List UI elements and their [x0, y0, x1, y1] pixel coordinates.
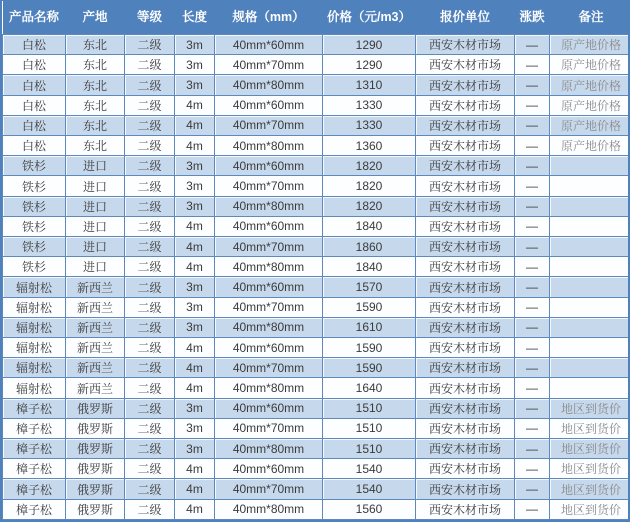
column-header: 规格（mm） — [215, 1, 323, 35]
table-cell: — — [515, 479, 550, 499]
table-cell: 40mm*70mm — [215, 297, 323, 317]
table-cell: 新西兰 — [66, 338, 125, 358]
table-cell: 新西兰 — [66, 317, 125, 337]
table-cell: 二级 — [125, 338, 175, 358]
table-row — [3, 237, 630, 257]
table-cell — [550, 338, 630, 358]
table-cell: 原产地价格 — [550, 95, 630, 115]
table-cell: 地区到货价 — [550, 459, 630, 479]
table-cell: 40mm*70mm — [215, 358, 323, 378]
table-cell: 40mm*70mm — [215, 176, 323, 196]
table-cell: 二级 — [125, 237, 175, 257]
table-cell: 3m — [175, 55, 215, 75]
table-cell: 1640 — [323, 378, 416, 398]
table-cell: 40mm*60mm — [215, 338, 323, 358]
table-cell: 铁杉 — [3, 216, 66, 236]
table-cell: 东北 — [66, 75, 125, 95]
table-cell: 二级 — [125, 216, 175, 236]
table-cell: 樟子松 — [3, 479, 66, 499]
table-cell: 1510 — [323, 439, 416, 459]
table-cell: 1820 — [323, 196, 416, 216]
table-cell: 1510 — [323, 418, 416, 438]
table-cell: 新西兰 — [66, 277, 125, 297]
table-cell: 白松 — [3, 115, 66, 135]
table-row — [3, 136, 630, 156]
table-cell: 铁杉 — [3, 156, 66, 176]
table-cell: 白松 — [3, 136, 66, 156]
table-cell: — — [515, 196, 550, 216]
table-cell: 白松 — [3, 55, 66, 75]
table-cell: 俄罗斯 — [66, 398, 125, 418]
column-header: 产地 — [66, 1, 125, 35]
table-row — [3, 277, 630, 297]
column-header: 备注 — [550, 1, 630, 35]
table-cell: 4m — [175, 459, 215, 479]
table-cell — [550, 237, 630, 257]
table-cell: 1570 — [323, 277, 416, 297]
table-row — [3, 398, 630, 418]
table-cell: — — [515, 459, 550, 479]
table-cell: 40mm*70mm — [215, 237, 323, 257]
table-cell: 1310 — [323, 75, 416, 95]
table-cell: 西安木材市场 — [416, 459, 515, 479]
table-cell: 地区到货价 — [550, 499, 630, 519]
column-header: 价格（元/m3） — [323, 1, 416, 35]
table-cell: 辐射松 — [3, 277, 66, 297]
table-cell: 原产地价格 — [550, 55, 630, 75]
table-cell: — — [515, 55, 550, 75]
table-cell: 新西兰 — [66, 358, 125, 378]
table-cell: 西安木材市场 — [416, 378, 515, 398]
table-cell: — — [515, 439, 550, 459]
table-cell: 辐射松 — [3, 358, 66, 378]
table-cell: 东北 — [66, 35, 125, 55]
table-cell: 二级 — [125, 277, 175, 297]
column-header: 涨跌 — [515, 1, 550, 35]
table-row — [3, 55, 630, 75]
table-cell: — — [515, 378, 550, 398]
table-cell: 3m — [175, 317, 215, 337]
table-cell: 进口 — [66, 196, 125, 216]
table-cell: 东北 — [66, 95, 125, 115]
table-cell: 40mm*80mm — [215, 136, 323, 156]
table-cell: 辐射松 — [3, 378, 66, 398]
table-cell: 进口 — [66, 237, 125, 257]
table-cell: 辐射松 — [3, 338, 66, 358]
table-cell: 3m — [175, 176, 215, 196]
table-cell: 3m — [175, 196, 215, 216]
table-cell: 地区到货价 — [550, 439, 630, 459]
table-cell: 1290 — [323, 35, 416, 55]
table-cell: 西安木材市场 — [416, 95, 515, 115]
table-cell: 原产地价格 — [550, 115, 630, 135]
table-cell: 西安木材市场 — [416, 35, 515, 55]
table-cell: 铁杉 — [3, 196, 66, 216]
table-cell: 1290 — [323, 55, 416, 75]
table-cell: 铁杉 — [3, 257, 66, 277]
column-header: 长度 — [175, 1, 215, 35]
table-row — [3, 338, 630, 358]
table-cell: 40mm*60mm — [215, 398, 323, 418]
table-cell: 1820 — [323, 156, 416, 176]
table-cell: 新西兰 — [66, 297, 125, 317]
table-cell — [550, 176, 630, 196]
table-cell: 西安木材市场 — [416, 398, 515, 418]
table-cell: 西安木材市场 — [416, 297, 515, 317]
table-cell: 俄罗斯 — [66, 439, 125, 459]
table-cell: 40mm*80mm — [215, 439, 323, 459]
table-cell: 4m — [175, 499, 215, 519]
table-cell: 40mm*60mm — [215, 216, 323, 236]
table-cell: 白松 — [3, 75, 66, 95]
table-cell: 二级 — [125, 459, 175, 479]
table-cell: 西安木材市场 — [416, 418, 515, 438]
table-cell — [550, 257, 630, 277]
table-cell: 40mm*70mm — [215, 55, 323, 75]
table-cell: — — [515, 297, 550, 317]
table-cell: 3m — [175, 439, 215, 459]
table-cell: 4m — [175, 216, 215, 236]
table-cell: 4m — [175, 237, 215, 257]
table-cell: 西安木材市场 — [416, 75, 515, 95]
table-body — [3, 35, 630, 520]
table-row — [3, 216, 630, 236]
table-cell: 二级 — [125, 297, 175, 317]
table-cell: 西安木材市场 — [416, 257, 515, 277]
table-cell: 40mm*60mm — [215, 35, 323, 55]
table-cell — [550, 297, 630, 317]
table-cell — [550, 196, 630, 216]
table-cell: — — [515, 136, 550, 156]
price-table — [2, 1, 630, 520]
table-cell: 3m — [175, 297, 215, 317]
table-cell: 西安木材市场 — [416, 156, 515, 176]
table-cell: 地区到货价 — [550, 398, 630, 418]
table-cell: 二级 — [125, 398, 175, 418]
table-cell: — — [515, 156, 550, 176]
table-cell: — — [515, 95, 550, 115]
table-row — [3, 115, 630, 135]
table-cell: 二级 — [125, 418, 175, 438]
table-cell — [550, 358, 630, 378]
table-row — [3, 459, 630, 479]
table-cell — [550, 216, 630, 236]
table-cell: — — [515, 75, 550, 95]
table-cell: 白松 — [3, 95, 66, 115]
table-row — [3, 378, 630, 398]
table-cell: — — [515, 338, 550, 358]
table-cell: 1820 — [323, 176, 416, 196]
table-cell: 1330 — [323, 95, 416, 115]
table-cell: 西安木材市场 — [416, 55, 515, 75]
table-cell: 3m — [175, 35, 215, 55]
table-row — [3, 75, 630, 95]
table-cell: 40mm*70mm — [215, 418, 323, 438]
table-cell: 1590 — [323, 338, 416, 358]
table-cell: — — [515, 237, 550, 257]
table-cell: 俄罗斯 — [66, 479, 125, 499]
header-row — [3, 1, 630, 35]
table-cell: 西安木材市场 — [416, 196, 515, 216]
table-cell: — — [515, 176, 550, 196]
table-cell: 西安木材市场 — [416, 338, 515, 358]
table-cell: 4m — [175, 338, 215, 358]
table-row — [3, 479, 630, 499]
table-row — [3, 317, 630, 337]
table-cell: 二级 — [125, 75, 175, 95]
table-cell: 3m — [175, 418, 215, 438]
table-cell: 俄罗斯 — [66, 459, 125, 479]
table-cell: — — [515, 499, 550, 519]
table-cell: 二级 — [125, 196, 175, 216]
table-row — [3, 439, 630, 459]
table-cell: 3m — [175, 75, 215, 95]
table-cell: 地区到货价 — [550, 479, 630, 499]
table-cell: 地区到货价 — [550, 418, 630, 438]
table-cell: 3m — [175, 277, 215, 297]
table-cell: 二级 — [125, 55, 175, 75]
table-cell: 西安木材市场 — [416, 277, 515, 297]
table-cell: 进口 — [66, 216, 125, 236]
table-cell: 40mm*80mm — [215, 317, 323, 337]
table-cell: 樟子松 — [3, 398, 66, 418]
table-cell: 1540 — [323, 459, 416, 479]
table-cell: — — [515, 277, 550, 297]
table-cell: 40mm*80mm — [215, 499, 323, 519]
table-cell: 西安木材市场 — [416, 479, 515, 499]
table-cell: 4m — [175, 136, 215, 156]
table-cell: 二级 — [125, 115, 175, 135]
table-cell: 1840 — [323, 257, 416, 277]
table-cell: 东北 — [66, 55, 125, 75]
table-cell: 原产地价格 — [550, 136, 630, 156]
table-cell: 辐射松 — [3, 317, 66, 337]
table-cell — [550, 156, 630, 176]
table-cell: 西安木材市场 — [416, 136, 515, 156]
table-cell: 40mm*80mm — [215, 75, 323, 95]
table-cell: 1590 — [323, 297, 416, 317]
table-cell: 西安木材市场 — [416, 216, 515, 236]
table-cell: 4m — [175, 378, 215, 398]
table-cell: — — [515, 358, 550, 378]
table-cell: 二级 — [125, 479, 175, 499]
table-cell: 二级 — [125, 176, 175, 196]
table-cell: — — [515, 216, 550, 236]
table-cell: 西安木材市场 — [416, 317, 515, 337]
table-cell: 新西兰 — [66, 378, 125, 398]
table-row — [3, 297, 630, 317]
table-cell: 1840 — [323, 216, 416, 236]
table-cell: 二级 — [125, 257, 175, 277]
table-cell: 40mm*70mm — [215, 479, 323, 499]
table-cell: 40mm*60mm — [215, 95, 323, 115]
table-cell: 1860 — [323, 237, 416, 257]
table-cell: 40mm*60mm — [215, 459, 323, 479]
table-cell: 1330 — [323, 115, 416, 135]
table-cell: 二级 — [125, 35, 175, 55]
table-cell: 4m — [175, 95, 215, 115]
table-cell: 西安木材市场 — [416, 176, 515, 196]
table-cell: 3m — [175, 156, 215, 176]
table-cell: 二级 — [125, 136, 175, 156]
table-cell: 原产地价格 — [550, 75, 630, 95]
table-cell: 铁杉 — [3, 176, 66, 196]
table-cell: 西安木材市场 — [416, 499, 515, 519]
table-cell: 1360 — [323, 136, 416, 156]
table-cell: 1610 — [323, 317, 416, 337]
table-cell: 二级 — [125, 95, 175, 115]
table-cell: 4m — [175, 358, 215, 378]
table-cell — [550, 277, 630, 297]
table-cell: — — [515, 35, 550, 55]
table-cell: 40mm*80mm — [215, 257, 323, 277]
table-cell: 东北 — [66, 136, 125, 156]
table-cell: 铁杉 — [3, 237, 66, 257]
table-cell — [550, 378, 630, 398]
table-cell: 二级 — [125, 317, 175, 337]
table-cell: 二级 — [125, 378, 175, 398]
table-cell: 俄罗斯 — [66, 418, 125, 438]
table-cell: 3m — [175, 398, 215, 418]
table-cell: — — [515, 418, 550, 438]
table-cell: 西安木材市场 — [416, 237, 515, 257]
table-cell: 西安木材市场 — [416, 439, 515, 459]
table-row — [3, 257, 630, 277]
table-cell — [550, 317, 630, 337]
table-cell: 辐射松 — [3, 297, 66, 317]
table-cell: 1560 — [323, 499, 416, 519]
table-cell: — — [515, 317, 550, 337]
table-cell: 4m — [175, 257, 215, 277]
table-cell: 40mm*80mm — [215, 196, 323, 216]
table-cell: 原产地价格 — [550, 35, 630, 55]
table-cell: 1510 — [323, 398, 416, 418]
table-cell: 白松 — [3, 35, 66, 55]
table-cell: 东北 — [66, 115, 125, 135]
table-cell: 樟子松 — [3, 459, 66, 479]
column-header: 报价单位 — [416, 1, 515, 35]
table-row — [3, 35, 630, 55]
table-cell: 樟子松 — [3, 439, 66, 459]
table-cell: 进口 — [66, 176, 125, 196]
table-row — [3, 196, 630, 216]
table-cell: 二级 — [125, 156, 175, 176]
table-cell: 二级 — [125, 358, 175, 378]
table-cell: 二级 — [125, 499, 175, 519]
table-row — [3, 499, 630, 519]
table-cell: 40mm*70mm — [215, 115, 323, 135]
table-cell: 进口 — [66, 156, 125, 176]
table-cell: 1540 — [323, 479, 416, 499]
column-header: 产品名称 — [3, 1, 66, 35]
table-row — [3, 176, 630, 196]
column-header: 等级 — [125, 1, 175, 35]
table-cell: 西安木材市场 — [416, 115, 515, 135]
table-cell: 二级 — [125, 439, 175, 459]
table-row — [3, 95, 630, 115]
table-cell: 樟子松 — [3, 418, 66, 438]
table-cell: 进口 — [66, 257, 125, 277]
table-cell: 4m — [175, 479, 215, 499]
table-cell: — — [515, 398, 550, 418]
table-cell: 樟子松 — [3, 499, 66, 519]
table-cell: 40mm*60mm — [215, 277, 323, 297]
table-cell: 1590 — [323, 358, 416, 378]
table-cell: 40mm*80mm — [215, 378, 323, 398]
table-cell: 4m — [175, 115, 215, 135]
table-cell: 西安木材市场 — [416, 358, 515, 378]
table-row — [3, 418, 630, 438]
table-cell: — — [515, 115, 550, 135]
table-row — [3, 358, 630, 378]
table-cell: 40mm*60mm — [215, 156, 323, 176]
table-cell: 俄罗斯 — [66, 499, 125, 519]
table-cell: — — [515, 257, 550, 277]
table-row — [3, 156, 630, 176]
